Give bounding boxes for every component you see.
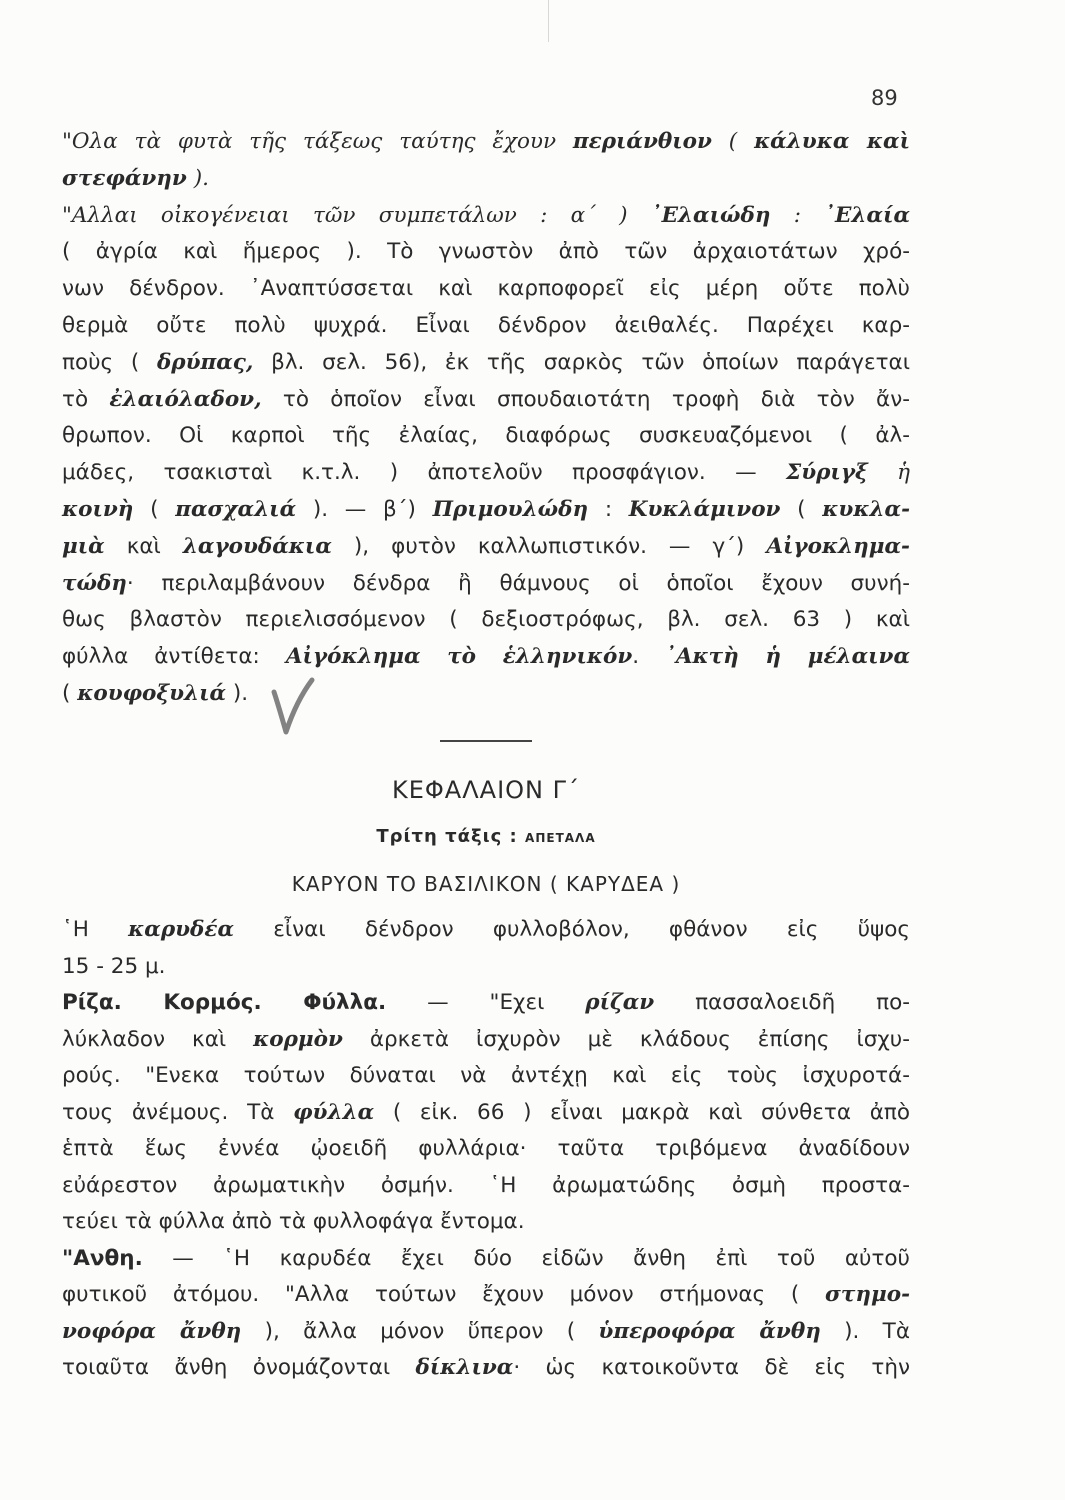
text-run: θερμὰ οὔτε πολὺ ψυχρά. Εἶναι δένδρον ἀειθαλές. Παρέχει καρ- bbox=[62, 313, 910, 338]
page-crease bbox=[548, 0, 549, 42]
text-line bbox=[62, 309, 910, 343]
text-line bbox=[62, 1315, 910, 1349]
text-line bbox=[62, 677, 910, 711]
text-run: Κυκλάμινον bbox=[628, 497, 781, 522]
text-run: ποὺς ( bbox=[62, 349, 157, 375]
text-run: καὶ bbox=[104, 533, 183, 559]
text-run: 15 - 25 μ. bbox=[62, 953, 166, 979]
text-run: νων δένδρον. ᾿Αναπτύσσεται καὶ καρποφορεῖ εἰς μέρη οὔτε πολὺ bbox=[62, 276, 910, 302]
text-run: . bbox=[632, 644, 666, 670]
text-line bbox=[62, 125, 910, 159]
section-divider bbox=[440, 740, 532, 742]
text-line bbox=[62, 1023, 910, 1057]
text-run: Αἰγόκλημα τὸ ἑλληνικόν bbox=[285, 644, 633, 670]
paragraph-families bbox=[62, 125, 910, 715]
text-line bbox=[62, 162, 910, 196]
text-run: κάλυκα καὶ bbox=[754, 129, 910, 154]
text-run: τώδη bbox=[62, 570, 127, 596]
text-run: κυκλα- bbox=[822, 497, 910, 522]
text-line bbox=[62, 567, 910, 601]
text-run: στημο- bbox=[825, 1282, 910, 1307]
text-run: περιάνθιον bbox=[572, 129, 712, 154]
text-run: φυτικοῦ ἀτόμου. "Αλλα τούτων ἔχουν μόνον στήμονας ( bbox=[62, 1282, 826, 1307]
text-run: ( bbox=[62, 681, 78, 706]
text-run: ἡ bbox=[867, 460, 911, 486]
text-run: "Αλλαι οἰκογένειαι τῶν συμπετάλων : α΄ ) bbox=[62, 202, 651, 228]
text-line bbox=[62, 603, 910, 637]
text-run: νοφόρα ἄνθη bbox=[62, 1318, 242, 1344]
text-run: ), ἄλλα μόνον ὕπερον ( bbox=[241, 1318, 599, 1344]
text-run: Ρίζα. Κορμός. Φύλλα. bbox=[62, 990, 387, 1015]
text-line bbox=[62, 986, 910, 1020]
species-title: ΚΑΡΥΟΝ ΤΟ ΒΑΣΙΛΙΚΟΝ ( ΚΑΡΥΔΕΑ ) bbox=[291, 872, 681, 896]
text-run: "Ολα τὰ φυτὰ τῆς τάξεως ταύτης ἔχουν bbox=[62, 129, 573, 154]
text-run: Πριμουλώδη bbox=[432, 497, 589, 522]
text-line bbox=[62, 456, 910, 490]
text-run: Σύριγξ bbox=[786, 460, 868, 486]
text-run: θρωπον. Οἱ καρποὶ τῆς ἐλαίας, διαφόρως συσκευαζόμενοι ( ἀλ- bbox=[62, 423, 910, 449]
text-line bbox=[62, 1132, 910, 1166]
text-run: ἐλαιόλαδον, bbox=[109, 386, 262, 412]
text-run: κουφοξυλιά bbox=[77, 681, 227, 706]
text-line bbox=[62, 913, 910, 947]
text-run: δίκλινα bbox=[415, 1355, 514, 1380]
text-run: φύλλα ἀντίθετα: bbox=[62, 644, 286, 670]
text-run: ). bbox=[186, 165, 209, 191]
text-run: εὐάρεστον ἀρωματικὴν ὀσμήν. ῾Η ἀρωματώδης ὀσμὴ προστα- bbox=[62, 1172, 910, 1198]
text-run: — "Εχει bbox=[386, 990, 586, 1015]
check-mark-icon bbox=[268, 674, 316, 738]
text-line bbox=[62, 419, 910, 453]
text-line bbox=[62, 640, 910, 674]
text-run: κοινὴ bbox=[62, 497, 134, 522]
text-run: πασσαλοειδῆ πο- bbox=[654, 990, 910, 1015]
text-run: : bbox=[770, 202, 825, 228]
text-run: — ῾Η καρυδέα ἔχει δύο εἰδῶν ἄνθη ἐπὶ τοῦ αὐτοῦ bbox=[142, 1245, 910, 1271]
text-run: ( ἀγρία καὶ ἥμερος ). Τὸ γνωστὸν ἀπὸ τῶν ἀρχαιοτάτων χρό- bbox=[62, 239, 910, 265]
text-run: μιὰ bbox=[62, 533, 105, 559]
text-run: τὸ ὁποῖον εἶναι σπουδαιοτάτη τροφὴ διὰ τὸν ἄν- bbox=[261, 386, 910, 412]
text-line bbox=[62, 235, 910, 269]
text-line bbox=[62, 272, 910, 306]
page-number: 89 bbox=[871, 86, 898, 110]
text-run: ῾Η bbox=[62, 917, 129, 942]
text-line bbox=[62, 346, 910, 380]
text-run: πασχαλιά bbox=[175, 497, 297, 522]
text-run: λαγουδάκια bbox=[182, 533, 332, 559]
text-line bbox=[62, 950, 910, 984]
text-run: τοιαῦτα ἄνθη ὀνομάζονται bbox=[62, 1355, 416, 1380]
text-run: ), φυτὸν καλλωπιστικόν. — γ΄) bbox=[331, 533, 767, 559]
text-run: ( εἰκ. 66 ) εἶναι μακρὰ καὶ σύνθετα ἀπὸ bbox=[374, 1099, 910, 1125]
text-run: βλ. σελ. 56), ἐκ τῆς σαρκὸς τῶν ὁποίων παράγεται bbox=[253, 349, 910, 375]
order-name: ΑΠΕΤΑΛΑ bbox=[525, 831, 596, 845]
text-run: ). — β΄) bbox=[296, 497, 433, 522]
text-run: κορμὸν bbox=[253, 1026, 343, 1052]
text-line bbox=[62, 1205, 910, 1239]
order-label: Τρίτη τάξις : bbox=[376, 826, 518, 847]
text-run: στεφάνην bbox=[62, 165, 187, 191]
text-run: : bbox=[588, 497, 629, 522]
text-line bbox=[62, 1242, 910, 1276]
text-line bbox=[62, 1096, 910, 1130]
text-run: ( bbox=[133, 497, 176, 522]
text-run: "Ανθη. bbox=[62, 1245, 143, 1271]
text-run: Αἰγοκλημα- bbox=[766, 533, 910, 559]
chapter-title: ΚΕΦΑΛΑΙΟΝ Γ΄ bbox=[392, 776, 580, 804]
text-run: ᾿Ελαιώδη bbox=[650, 202, 771, 228]
paragraph-walnut bbox=[62, 913, 910, 1383]
text-run: ). Τὰ bbox=[820, 1318, 910, 1344]
text-run: τὸ bbox=[62, 386, 110, 412]
text-run: ᾿Ελαία bbox=[824, 202, 910, 228]
text-run: θως βλαστὸν περιελισσόμενον ( δεξιοστρόφως, βλ. σελ. 63 ) καὶ bbox=[62, 607, 910, 633]
text-run: τεύει τὰ φύλλα ἀπὸ τὰ φυλλοφάγα ἔντομα. bbox=[62, 1209, 525, 1234]
text-line bbox=[62, 383, 910, 417]
text-run: μάδες, τσακισταὶ κ.τ.λ. ) ἀποτελοῦν προσφάγιον. — bbox=[62, 460, 786, 486]
text-run: ᾿Ακτὴ ἡ μέλαινα bbox=[665, 644, 911, 670]
text-line bbox=[62, 530, 910, 564]
text-run: ρίζαν bbox=[585, 990, 655, 1015]
order-heading bbox=[62, 826, 910, 847]
text-run: ( bbox=[780, 497, 823, 522]
text-line bbox=[62, 1351, 910, 1385]
text-line bbox=[62, 1278, 910, 1312]
text-line bbox=[62, 493, 910, 527]
text-run: λύκλαδον καὶ bbox=[62, 1026, 254, 1052]
text-run: καρυδέα bbox=[128, 917, 235, 942]
text-run: · ὡς κατοικοῦντα δὲ εἰς τὴν bbox=[513, 1355, 910, 1380]
text-line bbox=[62, 1059, 910, 1093]
text-run: ὑπεροφόρα ἄνθη bbox=[598, 1318, 821, 1344]
text-run: ( bbox=[711, 129, 755, 154]
text-run: ). bbox=[226, 681, 249, 706]
text-run: φύλλα bbox=[293, 1099, 375, 1125]
text-run: ἑπτὰ ἕως ἐννέα ᾠοειδῆ φυλλάρια· ταῦτα τριβόμενα ἀναδίδουν bbox=[62, 1136, 910, 1161]
text-line bbox=[62, 199, 910, 233]
text-run: ἀρκετὰ ἰσχυρὸν μὲ κλάδους ἐπίσης ἰσχυ- bbox=[342, 1026, 910, 1052]
text-run: δρύπας, bbox=[156, 349, 254, 375]
text-run: · περιλαμβάνουν δένδρα ἢ θάμνους οἱ ὁποῖοι ἔχουν συνή- bbox=[126, 570, 910, 596]
text-line bbox=[62, 1169, 910, 1203]
text-run: εἶναι δένδρον φυλλοβόλον, φθάνον εἰς ὕψος bbox=[234, 917, 910, 942]
text-run: ρούς. "Ενεκα τούτων δύναται νὰ ἀντέχῃ καὶ εἰς τοὺς ἰσχυροτά- bbox=[62, 1063, 910, 1088]
text-run: τους ἀνέμους. Τὰ bbox=[62, 1099, 294, 1125]
